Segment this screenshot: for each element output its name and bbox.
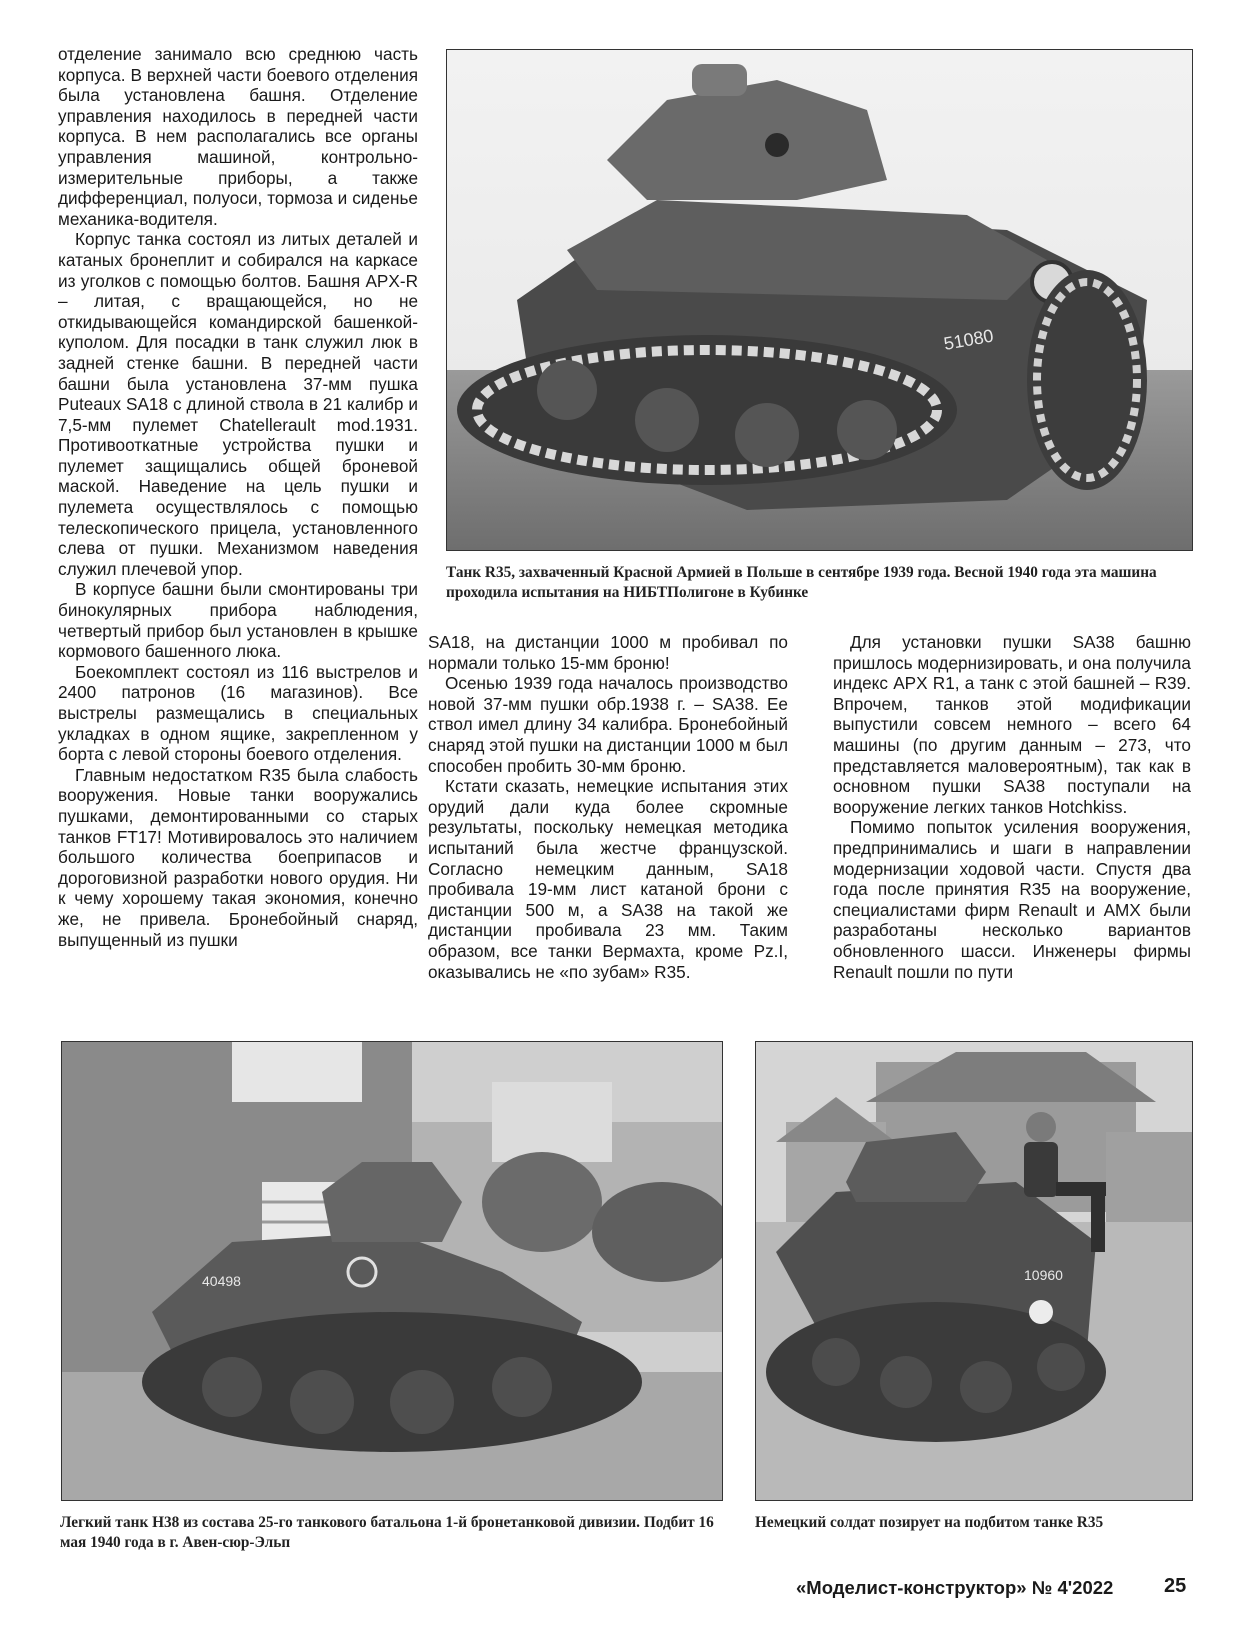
article-column-left [58, 44, 418, 950]
photo-h38-tank [61, 1041, 723, 1501]
photo-r35-soldier [755, 1041, 1193, 1501]
article-column-middle [428, 632, 788, 982]
photo-caption-h38: Легкий танк H38 из состава 25-го танкового батальона 1-й бронетанковой дивизии. Подбит 16 мая 1940 года в г. Авен-сюр-Эльп [60, 1514, 714, 1551]
photo-caption-soldier: Немецкий солдат позирует на подбитом танке R35 [755, 1514, 1104, 1531]
paragraph: SA18, на дистанции 1000 м пробивал по нормали только 15-мм броню! [428, 632, 788, 673]
tank-number: 10960 [1024, 1267, 1063, 1283]
paragraph: Корпус танка состоял из литых деталей и катаных бронеплит и собирался на каркасе из уголков с помощью болтов. Башня APX-R – литая, с вращающейся, но не откидывающейся командирской башенкой-куполом. Для посадки в танк служил люк в задней стенке башни. В передней части башни была установлена 37-мм пушка Puteaux SA18 с длиной ствола в 21 калибр и 7,5-мм пулемет Chatellerault mod.1931. Противооткатные устройства пушки и пулемет защищались общей броневой маской. Наведение на цель пушки и пулемета осуществлялось с помощью телескопического прицела, установленного слева от пушки. Механизмом наведения служил плечевой упор. [58, 229, 418, 579]
photo-caption-top: Танк R35, захваченный Красной Армией в Польше в сентябре 1939 года. Весной 1940 года эта машина проходила испытания на НИБТПолигоне в Кубинке [446, 564, 1157, 601]
paragraph: Главным недостатком R35 была слабость вооружения. Новые танки вооружались пушками, демонтированными со старых танков FT17! Мотивировалось это наличием большого количества боеприпасов и дороговизной разработки нового орудия. Ни к чему хорошему такая экономия, конечно же, не привела. Бронебойный снаряд, выпущенный из пушки [58, 764, 418, 950]
photo-r35-tank-captured [446, 49, 1193, 551]
paragraph: отделение занимало всю среднюю часть корпуса. В верхней части боевого отделения была установлена башня. Отделение управления находилось в передней части корпуса. В нем располагались все органы управления машиной, контрольно-измерительные приборы, а также дифференциал, полуоси, тормоза и сиденье механика-водителя. [58, 44, 418, 229]
paragraph: Для установки пушки SA38 башню пришлось модернизировать, и она получила индекс APX R1, а танк с этой башней – R39. Впрочем, танков этой модификации выпустили совсем немного – всего 64 машины (по другим данным – 273, что представляется маловероятным), так как в основном пушки SA38 поступали на вооружение легких танков Hotchkiss. [833, 632, 1191, 817]
paragraph: В корпусе башни были смонтированы три бинокулярных прибора наблюдения, четвертый прибор был установлен в крышке кормового башенного люка. [58, 579, 418, 662]
page-number: 25 [1164, 1575, 1187, 1597]
hull-number: 51080 [942, 325, 995, 354]
tank-marking: 40498 [202, 1273, 241, 1289]
paragraph: Боекомплект состоял из 116 выстрелов и 2400 патронов (16 магазинов). Все выстрелы размещались в специальных укладках в одном ящике, закрепленном у борта с левой стороны боевого отделения. [58, 661, 418, 765]
paragraph: Помимо попыток усиления вооружения, предпринимались и шаги в направлении модернизации ходовой части. Спустя два года после принятия R35 на вооружение, специалистами фирм Renault и AMX были разработаны несколько вариантов обновленного шасси. Инженеры фирмы Renault пошли по пути [833, 817, 1191, 982]
article-column-right [833, 632, 1191, 982]
paragraph: Кстати сказать, немецкие испытания этих орудий дали куда более скромные результаты, поскольку немецкая методика испытаний была жестче французской. Согласно немецким данным, SA18 пробивала 19-мм лист катаной брони с дистанции 500 м, а SA38 на такой же дистанции пробивала 23 мм. Таким образом, все танки Вермахта, кроме Pz.I, оказывались не «по зубам» R35. [428, 776, 788, 982]
paragraph: Осенью 1939 года началось производство новой 37-мм пушки обр.1938 г. – SA38. Ее ствол имел длину 34 калибра. Бронебойный снаряд этой пушки на дистанции 1000 м был способен пробить 30-мм броню. [428, 673, 788, 776]
footer-magazine-title: «Моделист-конструктор» № 4'2022 [796, 1577, 1114, 1598]
